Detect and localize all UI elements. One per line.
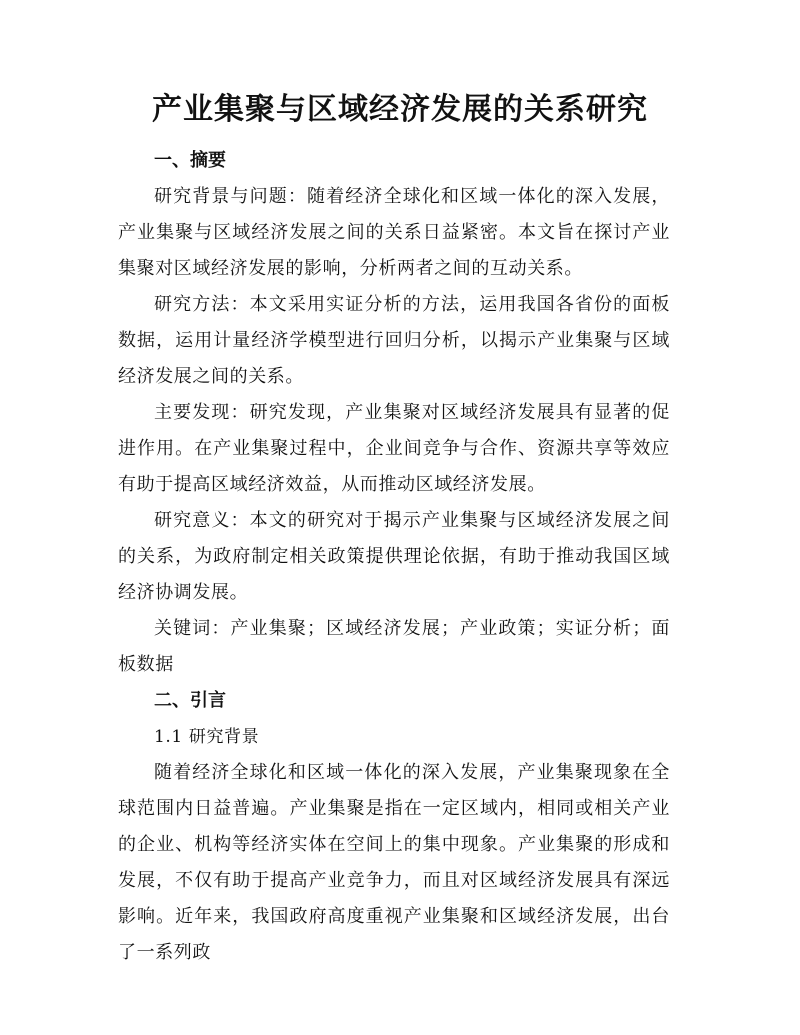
document-title: 产业集聚与区域经济发展的关系研究 [152,92,648,127]
section-heading-abstract: 一、摘要 [154,150,226,171]
abstract-paragraph-findings: 主要发现：研究发现，产业集聚对区域经济发展具有显著的促进作用。在产业集聚过程中，企业间竞争与合作、资源共享等效应有助于提高区域经济效益，从而推动区域经济发展。 [118,402,670,495]
abstract-paragraph-method: 研究方法：本文采用实证分析的方法，运用我国各省份的面板数据，运用计量经济学模型进行回归分析，以揭示产业集聚与区域经济发展之间的关系。 [118,294,670,387]
abstract-paragraph-background: 研究背景与问题：随着经济全球化和区域一体化的深入发展，产业集聚与区域经济发展之间的关系日益紧密。本文旨在探讨产业集聚对区域经济发展的影响，分析两者之间的互动关系。 [118,186,670,279]
abstract-paragraph-significance: 研究意义：本文的研究对于揭示产业集聚与区域经济发展之间的关系，为政府制定相关政策提供理论依据，有助于推动我国区域经济协调发展。 [118,510,670,603]
abstract-keywords: 关键词：产业集聚；区域经济发展；产业政策；实证分析；面板数据 [118,618,670,675]
document-body [118,143,670,971]
subsection-heading-background: 1.1 研究背景 [154,727,260,747]
introduction-paragraph: 随着经济全球化和区域一体化的深入发展，产业集聚现象在全球范围内日益普遍。产业集聚是指在一定区域内，相同或相关产业的企业、机构等经济实体在空间上的集中现象。产业集聚的形成和发展，不仅有助于提高产业竞争力，而且对区域经济发展具有深远影响。近年来，我国政府高度重视产业集聚和区域经济发展，出台了一系列政 [118,762,670,963]
section-heading-introduction: 二、引言 [154,690,226,711]
